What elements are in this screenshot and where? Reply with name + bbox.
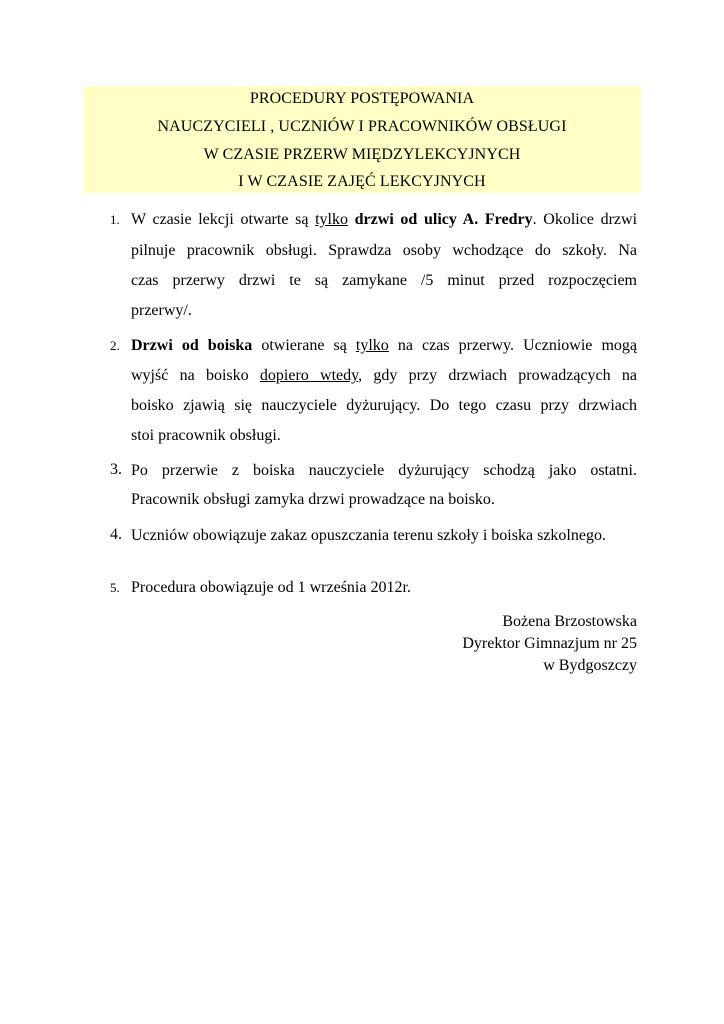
title-line-2: NAUCZYCIELI , UCZNIÓW I PRACOWNIKÓW OBSŁUGI xyxy=(157,118,567,135)
item-line xyxy=(131,366,637,386)
text-span: , gdy przy drzwiach prowadzących na xyxy=(358,367,637,384)
item-line: Uczniów obowiązuje zakaz opuszczania terenu szkoły i boiska szkolnego. xyxy=(131,527,606,544)
item-number: 3. xyxy=(110,461,122,478)
item-line: przerwy/. xyxy=(131,302,192,319)
title-line-3: W CZASIE PRZERW MIĘDZYLEKCYJNYCH xyxy=(203,146,521,163)
item-number: 4. xyxy=(110,526,122,543)
title-line-1: PROCEDURY POSTĘPOWANIA xyxy=(249,90,475,107)
item-line xyxy=(131,210,637,230)
item-line: Po przerwie z boiska nauczyciele dyżurujący schodzą jako ostatni. xyxy=(131,462,637,479)
signature-role: Dyrektor Gimnazjum nr 25 xyxy=(462,635,637,652)
bold-text: Drzwi od boiska xyxy=(131,337,253,354)
item-line: boisko zjawią się nauczyciele dyżurujący. Do tego czasu przy drzwiach xyxy=(131,397,637,414)
item-number: 5. xyxy=(110,580,120,595)
item-line: czas przerwy drzwi te są zamykane /5 minut przed rozpoczęciem xyxy=(131,272,637,289)
item-number: 1. xyxy=(110,212,120,227)
item-line: stoi pracownik obsługi. xyxy=(131,427,281,444)
item-line: pilnuje pracownik obsługi. Sprawdza osoby wchodzące do szkoły. Na xyxy=(131,242,637,259)
signature-name: Bożena Brzostowska xyxy=(502,613,637,630)
signature-place: w Bydgoszczy xyxy=(543,657,637,674)
item-number: 2. xyxy=(110,338,120,353)
underlined-text: dopiero wtedy xyxy=(259,367,359,384)
text-span: otwierane są xyxy=(252,337,356,354)
item-line: Procedura obowiązuje od 1 września 2012r. xyxy=(131,579,411,596)
text-span xyxy=(348,211,355,228)
underlined-text: tylko xyxy=(315,211,348,228)
title-line-4: I W CZASIE ZAJĘĆ LEKCYJNYCH xyxy=(238,173,486,190)
bold-text: drzwi od ulicy A. Fredry xyxy=(354,211,533,228)
text-span: W czasie lekcji otwarte są xyxy=(131,211,316,228)
text-span: . Okolice drzwi xyxy=(532,211,638,228)
text-span: wyjść na boisko xyxy=(131,367,260,384)
title-block xyxy=(83,86,641,193)
text-span: na czas przerwy. Uczniowie mogą xyxy=(388,337,638,354)
item-line: Pracownik obsługi zamyka drzwi prowadzące na boisko. xyxy=(131,491,495,508)
item-line xyxy=(131,336,637,356)
underlined-text: tylko xyxy=(355,337,389,354)
